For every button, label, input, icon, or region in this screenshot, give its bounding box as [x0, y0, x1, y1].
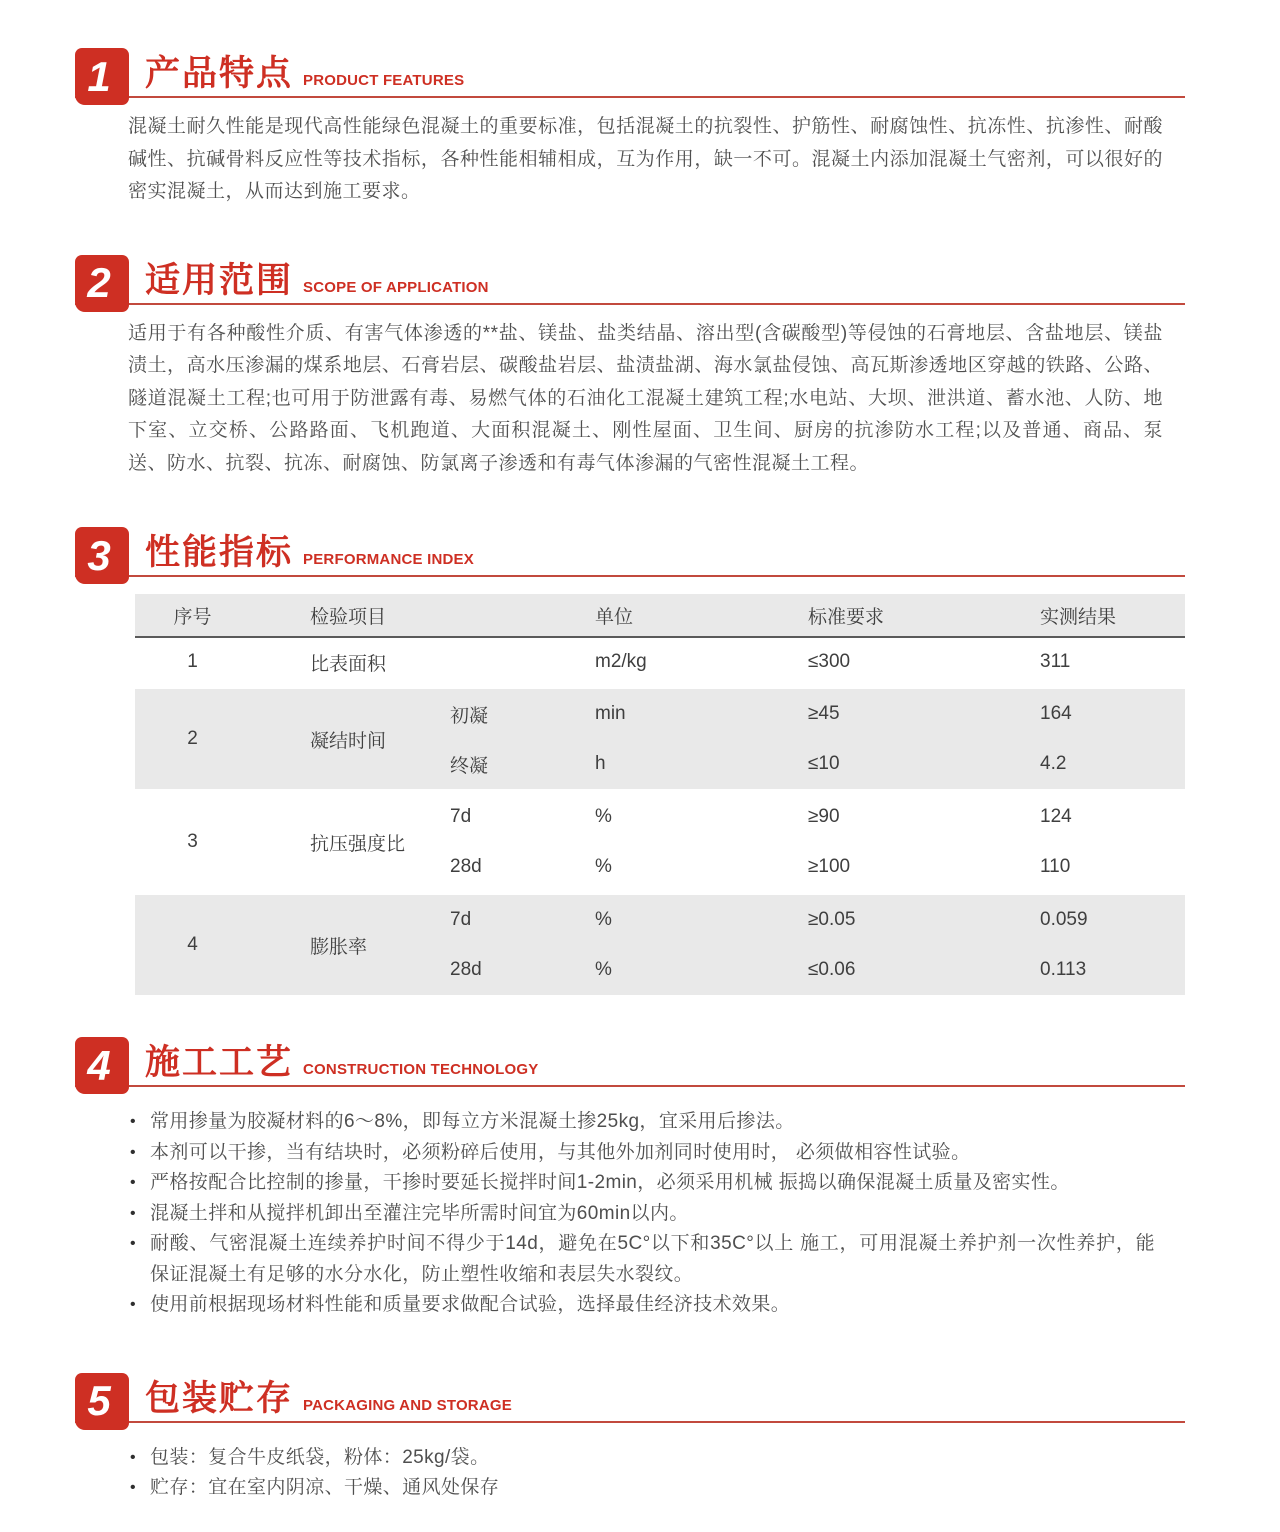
- bullet-dot-icon: •: [130, 1143, 137, 1161]
- cell-unit: %: [595, 856, 612, 877]
- cell-std: ≤10: [808, 753, 840, 774]
- header-cell-item: 检验项目: [310, 606, 387, 628]
- cell-result: 4.2: [1040, 753, 1067, 774]
- bullet-text: 混凝土拌和从搅拌机卸出至灌注完毕所需时间宜为60min以内。: [150, 1202, 689, 1224]
- cell-std: ≥100: [808, 856, 851, 877]
- cell-unit: min: [595, 703, 626, 724]
- section-2-title: 适用范围: [145, 260, 294, 300]
- section-4-header: [75, 1037, 1185, 1087]
- bullet-dot-icon: •: [130, 1113, 137, 1130]
- bullet-item: [130, 1138, 1155, 1169]
- cell-seq: 2: [187, 728, 198, 749]
- section-3-subtitle: PERFORMANCE INDEX: [303, 551, 474, 568]
- bullet-dot-icon: •: [130, 1174, 137, 1191]
- bullet-item: [130, 1168, 1155, 1199]
- section-2-number-badge: 2: [75, 255, 129, 312]
- cell-result: 110: [1040, 856, 1071, 877]
- cell-item: 比表面积: [310, 653, 387, 675]
- cell-unit: h: [595, 753, 606, 774]
- bullet-item: [130, 1290, 1155, 1321]
- section-4-number-badge: 4: [75, 1037, 129, 1094]
- table-group-1: [135, 638, 1185, 686]
- header-cell-unit: 单位: [595, 606, 634, 628]
- bullet-item: [130, 1199, 1155, 1230]
- cell-sub: [435, 638, 575, 686]
- cell-std: ≥0.05: [808, 909, 856, 930]
- cell-item: 膨胀率: [310, 936, 368, 958]
- section-2-subtitle: SCOPE OF APPLICATION: [303, 278, 489, 296]
- section-5-bullet-list: [130, 1443, 1155, 1504]
- section-1-paragraph: 混凝土耐久性能是现代高性能绿色混凝土的重要标准，包括混凝土的抗裂性、护筋性、耐腐蚀性、抗冻性、抗渗性、耐酸碱性、抗碱骨料反应性等技术指标，各种性能相辅相成，互为作用，缺一不可。混凝土内添加混凝土气密剂，可以很好的密实混凝土，从而达到施工要求。: [128, 116, 1163, 202]
- cell-result: 0.113: [1040, 959, 1087, 980]
- bullet-dot-icon: •: [130, 1296, 137, 1313]
- section-4-title: 施工工艺: [145, 1043, 294, 1082]
- bullet-text: 使用前根据现场材料性能和质量要求做配合试验，选择最佳经济技术效果。: [150, 1294, 791, 1315]
- bullet-text: 耐酸、气密混凝土连续养护时间不得少于14d，避免在5C°以下和35C°以上 施工，可用混凝土养护剂一次性养护，能保证混凝土有足够的水分水化，防止塑性收缩和表层失水裂纹。: [150, 1233, 1155, 1285]
- section-2-paragraph: 适用于有各种酸性介质、有害气体渗透的**盐、镁盐、盐类结晶、溶出型(含碳酸型)等侵蚀的石膏地层、含盐地层、镁盐渍土，高水压渗漏的煤系地层、石膏岩层、碳酸盐岩层、盐渍盐湖、海水氯盐侵蚀、高瓦斯渗透地区穿越的铁路、公路、隧道混凝土工程;也可用于防泄露有毒、易燃气体的石油化工混凝土建筑工程;水电站、大坝、泄洪道、蓄水池、人防、地下室、立交桥、公路路面、飞机跑道、大面积混凝土、刚性屋面、卫生间、厨房的抗渗防水工程;以及普通、商品、泵送、防水、抗裂、抗冻、耐腐蚀、防氯离子渗透和有毒气体渗漏的气密性混凝土工程。: [128, 322, 1163, 474]
- document-page: [0, 48, 1280, 1504]
- section-1-subtitle: PRODUCT FEATURES: [303, 72, 465, 89]
- bullet-dot-icon: •: [130, 1448, 137, 1466]
- cell-seq: 3: [187, 831, 198, 852]
- cell-item: 凝结时间: [310, 730, 387, 752]
- bullet-text: 本剂可以干掺，当有结块时，必须粉碎后使用，与其他外加剂同时使用时， 必须做相容性试验。: [150, 1141, 971, 1163]
- table-group-4: [135, 895, 1185, 995]
- bullet-dot-icon: •: [130, 1235, 137, 1252]
- bullet-item: [130, 1443, 1155, 1474]
- cell-unit: %: [595, 959, 612, 980]
- cell-std: ≥90: [808, 806, 840, 827]
- header-cell-seq: 序号: [173, 606, 212, 628]
- cell-result: 164: [1040, 703, 1072, 724]
- cell-sub: 初凝: [450, 705, 489, 727]
- bullet-text: 包装：复合牛皮纸袋，粉体：25kg/袋。: [150, 1446, 490, 1468]
- section-1-header: [75, 48, 1185, 98]
- cell-result: 0.059: [1040, 909, 1088, 930]
- table-group-3: [135, 792, 1185, 892]
- cell-unit: %: [595, 806, 612, 827]
- bullet-dot-icon: •: [130, 1479, 137, 1496]
- bullet-text: 贮存：宜在室内阴凉、干燥、通风处保存: [150, 1477, 500, 1498]
- cell-sub: 终凝: [450, 755, 489, 777]
- bullet-dot-icon: •: [130, 1204, 137, 1222]
- cell-result: 311: [1040, 651, 1071, 672]
- cell-std: ≥45: [808, 703, 840, 724]
- bullet-item: [130, 1473, 1155, 1504]
- bullet-text: 严格按配合比控制的掺量，干掺时要延长搅拌时间1-2min，必须采用机械 振捣以确保混凝土质量及密实性。: [150, 1172, 1070, 1193]
- section-3-header: [75, 527, 1185, 577]
- section-3-title: 性能指标: [145, 533, 294, 572]
- section-4-subtitle: CONSTRUCTION TECHNOLOGY: [303, 1061, 539, 1078]
- section-2-header: [75, 255, 1185, 305]
- cell-std: ≤300: [808, 651, 851, 672]
- section-1-number-badge: 1: [75, 48, 129, 105]
- cell-item: 抗压强度比: [310, 833, 406, 855]
- cell-std: ≤0.06: [808, 959, 856, 980]
- cell-seq: 1: [187, 651, 198, 672]
- header-cell-result: 实测结果: [1040, 606, 1117, 628]
- bullet-text: 常用掺量为胶凝材料的6～8%，即每立方米混凝土掺25kg，宜采用后掺法。: [150, 1111, 795, 1132]
- section-4-bullet-list: [130, 1107, 1155, 1321]
- cell-unit: m2/kg: [595, 651, 647, 672]
- table-header-row: [135, 594, 1185, 638]
- bullet-item: [130, 1229, 1155, 1290]
- cell-result: 124: [1040, 806, 1072, 827]
- header-cell-std: 标准要求: [808, 606, 885, 628]
- cell-sub: 7d: [450, 806, 472, 827]
- section-5-number-badge: 5: [75, 1373, 129, 1430]
- cell-seq: 4: [187, 934, 198, 955]
- section-3-number-badge: 3: [75, 527, 129, 584]
- table-group-2: [135, 689, 1185, 789]
- cell-sub: 28d: [450, 959, 482, 980]
- section-5-title: 包装贮存: [145, 1378, 294, 1418]
- cell-sub: 7d: [450, 909, 472, 930]
- section-1-title: 产品特点: [145, 54, 294, 93]
- section-5-header: [75, 1373, 1185, 1423]
- bullet-item: [130, 1107, 1155, 1138]
- cell-unit: %: [595, 909, 612, 930]
- section-5-subtitle: PACKAGING AND STORAGE: [303, 1396, 512, 1414]
- performance-table: [135, 594, 1185, 995]
- cell-sub: 28d: [450, 856, 482, 877]
